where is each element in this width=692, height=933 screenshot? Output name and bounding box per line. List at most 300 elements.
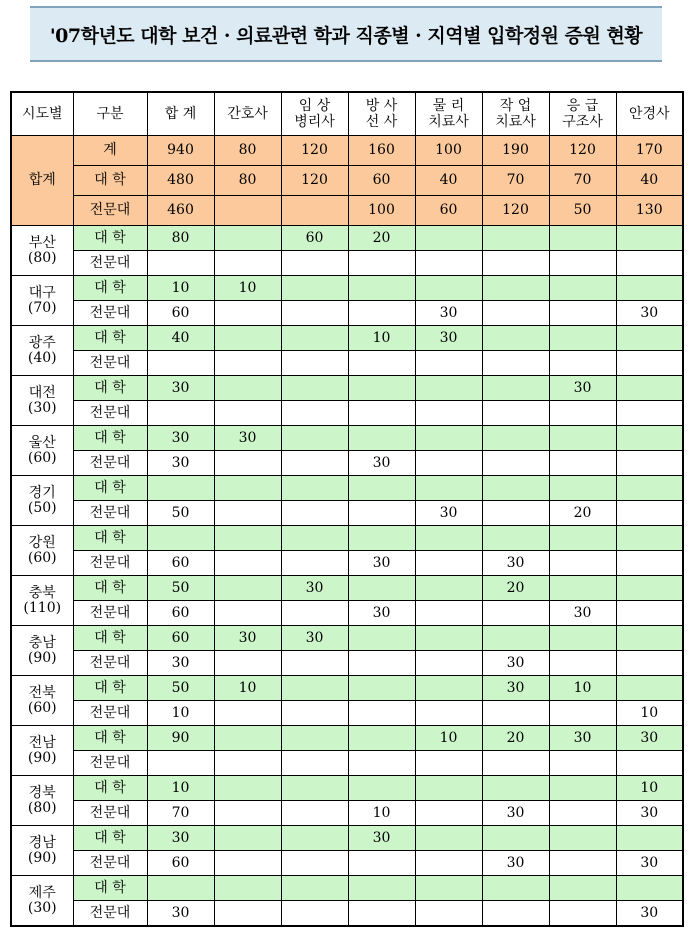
value-cell: 50	[147, 501, 214, 526]
value-cell	[281, 876, 348, 901]
value-cell: 30	[549, 601, 616, 626]
value-cell: 160	[348, 136, 415, 166]
value-cell	[549, 576, 616, 601]
value-cell	[482, 826, 549, 851]
value-cell	[281, 351, 348, 376]
value-cell	[214, 401, 281, 426]
value-cell	[616, 276, 683, 301]
value-cell	[281, 376, 348, 401]
type-cell: 대 학	[73, 526, 147, 551]
total-row	[11, 166, 683, 196]
value-cell	[616, 351, 683, 376]
value-cell: 10	[214, 276, 281, 301]
value-cell	[348, 476, 415, 501]
region-name: 전남	[28, 734, 56, 751]
admission-quota-table	[10, 91, 684, 927]
value-cell	[348, 576, 415, 601]
value-cell	[616, 251, 683, 276]
type-cell: 전문대	[73, 851, 147, 876]
type-cell: 전문대	[73, 651, 147, 676]
value-cell: 30	[214, 426, 281, 451]
value-cell	[214, 601, 281, 626]
value-cell	[415, 626, 482, 651]
value-cell	[616, 626, 683, 651]
value-cell	[214, 726, 281, 751]
type-cell: 전문대	[73, 701, 147, 726]
value-cell	[348, 376, 415, 401]
value-cell: 40	[147, 326, 214, 351]
value-cell: 80	[214, 136, 281, 166]
value-cell	[214, 851, 281, 876]
value-cell	[348, 626, 415, 651]
region-cell	[11, 326, 73, 376]
region-row-college	[11, 651, 683, 676]
value-cell: 10	[549, 676, 616, 701]
value-cell	[214, 501, 281, 526]
value-cell: 70	[482, 166, 549, 196]
page-title: '07학년도 대학 보건 · 의료관련 학과 직종별 · 지역별 입학정원 증원 현황	[49, 24, 643, 47]
region-row-univ	[11, 326, 683, 351]
value-cell: 100	[415, 136, 482, 166]
total-type-cell: 계	[73, 136, 147, 166]
value-cell	[415, 376, 482, 401]
region-row-univ	[11, 426, 683, 451]
type-cell: 대 학	[73, 276, 147, 301]
type-cell: 대 학	[73, 576, 147, 601]
region-row-univ	[11, 776, 683, 801]
value-cell: 60	[147, 626, 214, 651]
value-cell	[281, 851, 348, 876]
value-cell	[549, 526, 616, 551]
value-cell: 40	[415, 166, 482, 196]
value-cell	[214, 226, 281, 251]
value-cell	[147, 876, 214, 901]
value-cell	[147, 351, 214, 376]
value-cell	[549, 826, 616, 851]
region-row-college	[11, 451, 683, 476]
value-cell: 30	[616, 726, 683, 751]
value-cell	[415, 851, 482, 876]
value-cell	[415, 251, 482, 276]
region-name: 제주	[28, 884, 56, 901]
value-cell: 30	[147, 651, 214, 676]
total-row	[11, 196, 683, 226]
value-cell: 80	[214, 166, 281, 196]
value-cell	[482, 426, 549, 451]
region-count: (90)	[27, 749, 57, 766]
value-cell	[482, 226, 549, 251]
value-cell	[482, 901, 549, 927]
value-cell	[348, 651, 415, 676]
value-cell	[549, 801, 616, 826]
value-cell: 20	[348, 226, 415, 251]
header-row	[11, 92, 683, 136]
value-cell	[415, 676, 482, 701]
region-name: 강원	[28, 534, 56, 551]
value-cell	[415, 651, 482, 676]
value-cell	[549, 451, 616, 476]
value-cell: 10	[616, 701, 683, 726]
value-cell	[415, 426, 482, 451]
region-row-college	[11, 551, 683, 576]
region-count: (60)	[27, 449, 57, 466]
value-cell: 120	[482, 196, 549, 226]
value-cell	[214, 326, 281, 351]
value-cell	[415, 826, 482, 851]
value-cell: 100	[348, 196, 415, 226]
value-cell	[482, 351, 549, 376]
value-cell	[214, 776, 281, 801]
value-cell	[281, 776, 348, 801]
region-cell	[11, 276, 73, 326]
region-row-college	[11, 851, 683, 876]
value-cell	[549, 751, 616, 776]
value-cell: 80	[147, 226, 214, 251]
value-cell: 10	[348, 801, 415, 826]
value-cell: 30	[549, 376, 616, 401]
type-cell: 전문대	[73, 901, 147, 927]
value-cell	[482, 501, 549, 526]
value-cell: 30	[415, 301, 482, 326]
region-row-univ	[11, 826, 683, 851]
value-cell	[214, 651, 281, 676]
region-count: (110)	[23, 599, 62, 616]
region-row-univ	[11, 626, 683, 651]
title-banner	[30, 6, 662, 62]
header-col-optician: 안경사	[616, 92, 683, 136]
total-type-cell: 전문대	[73, 196, 147, 226]
value-cell: 30	[616, 851, 683, 876]
value-cell: 10	[348, 326, 415, 351]
value-cell: 10	[147, 701, 214, 726]
value-cell	[482, 601, 549, 626]
region-name: 전북	[28, 684, 56, 701]
value-cell	[616, 326, 683, 351]
value-cell: 60	[415, 196, 482, 226]
region-row-college	[11, 801, 683, 826]
region-row-college	[11, 501, 683, 526]
value-cell	[549, 551, 616, 576]
value-cell	[348, 851, 415, 876]
value-cell	[348, 876, 415, 901]
type-cell: 전문대	[73, 451, 147, 476]
value-cell	[616, 876, 683, 901]
value-cell	[348, 676, 415, 701]
value-cell	[616, 226, 683, 251]
value-cell: 30	[616, 901, 683, 927]
type-cell: 대 학	[73, 626, 147, 651]
value-cell	[281, 601, 348, 626]
value-cell	[348, 726, 415, 751]
value-cell: 70	[549, 166, 616, 196]
region-name: 경기	[28, 484, 56, 501]
type-cell: 전문대	[73, 401, 147, 426]
value-cell: 60	[348, 166, 415, 196]
value-cell	[616, 526, 683, 551]
region-name: 울산	[28, 434, 56, 451]
value-cell	[281, 676, 348, 701]
value-cell	[616, 451, 683, 476]
region-count: (60)	[27, 699, 57, 716]
value-cell	[214, 476, 281, 501]
value-cell	[348, 526, 415, 551]
value-cell: 30	[281, 626, 348, 651]
value-cell: 30	[415, 501, 482, 526]
region-name: 경남	[28, 834, 56, 851]
region-count: (40)	[27, 349, 57, 366]
value-cell	[281, 276, 348, 301]
value-cell	[281, 526, 348, 551]
value-cell	[616, 676, 683, 701]
type-cell: 전문대	[73, 351, 147, 376]
region-row-college	[11, 401, 683, 426]
value-cell: 60	[281, 226, 348, 251]
value-cell	[281, 251, 348, 276]
value-cell	[214, 801, 281, 826]
type-cell: 전문대	[73, 601, 147, 626]
value-cell	[214, 751, 281, 776]
value-cell: 30	[616, 801, 683, 826]
value-cell	[482, 526, 549, 551]
value-cell	[214, 826, 281, 851]
value-cell	[482, 301, 549, 326]
region-row-univ	[11, 876, 683, 901]
value-cell	[348, 701, 415, 726]
value-cell	[281, 451, 348, 476]
value-cell	[415, 701, 482, 726]
value-cell: 90	[147, 726, 214, 751]
value-cell: 480	[147, 166, 214, 196]
type-cell: 전문대	[73, 551, 147, 576]
value-cell: 60	[147, 551, 214, 576]
value-cell: 30	[348, 451, 415, 476]
value-cell	[214, 351, 281, 376]
value-cell	[214, 251, 281, 276]
value-cell	[549, 301, 616, 326]
header-col-emergency-rescuer: 응 급 구조사	[549, 92, 616, 136]
region-cell	[11, 626, 73, 676]
value-cell	[281, 401, 348, 426]
value-cell: 10	[147, 776, 214, 801]
type-cell: 전문대	[73, 301, 147, 326]
region-row-college	[11, 601, 683, 626]
value-cell	[281, 901, 348, 927]
value-cell	[281, 726, 348, 751]
region-row-college	[11, 251, 683, 276]
value-cell	[616, 476, 683, 501]
region-row-univ	[11, 676, 683, 701]
value-cell: 30	[616, 301, 683, 326]
region-name: 경북	[28, 784, 56, 801]
region-row-univ	[11, 276, 683, 301]
value-cell: 30	[482, 651, 549, 676]
value-cell: 60	[147, 601, 214, 626]
value-cell	[147, 751, 214, 776]
value-cell	[214, 701, 281, 726]
value-cell	[348, 751, 415, 776]
value-cell	[214, 451, 281, 476]
value-cell: 10	[147, 276, 214, 301]
value-cell: 30	[281, 576, 348, 601]
value-cell	[482, 626, 549, 651]
value-cell: 30	[348, 601, 415, 626]
value-cell	[482, 401, 549, 426]
region-name: 대구	[28, 284, 56, 301]
value-cell	[549, 626, 616, 651]
value-cell	[214, 551, 281, 576]
region-name: 부산	[28, 234, 56, 251]
value-cell: 460	[147, 196, 214, 226]
value-cell	[348, 501, 415, 526]
region-row-univ	[11, 476, 683, 501]
region-row-univ	[11, 376, 683, 401]
value-cell: 50	[549, 196, 616, 226]
header-col-clinical-pathologist: 임 상 병리사	[281, 92, 348, 136]
value-cell	[281, 701, 348, 726]
value-cell: 120	[281, 166, 348, 196]
value-cell: 30	[348, 551, 415, 576]
value-cell	[214, 576, 281, 601]
value-cell	[415, 751, 482, 776]
value-cell	[147, 401, 214, 426]
region-cell	[11, 676, 73, 726]
type-cell: 전문대	[73, 251, 147, 276]
header-type: 구분	[73, 92, 147, 136]
value-cell	[415, 551, 482, 576]
region-row-college	[11, 701, 683, 726]
type-cell: 대 학	[73, 326, 147, 351]
type-cell: 전문대	[73, 501, 147, 526]
region-name: 충북	[28, 584, 56, 601]
value-cell	[549, 326, 616, 351]
value-cell	[549, 276, 616, 301]
value-cell: 190	[482, 136, 549, 166]
value-cell: 30	[482, 851, 549, 876]
total-row	[11, 136, 683, 166]
value-cell	[549, 901, 616, 927]
header-col-nurse: 간호사	[214, 92, 281, 136]
value-cell	[482, 376, 549, 401]
value-cell: 30	[482, 551, 549, 576]
header-col-radiologist: 방 사 선 사	[348, 92, 415, 136]
type-cell: 대 학	[73, 426, 147, 451]
value-cell: 30	[348, 826, 415, 851]
type-cell: 전문대	[73, 801, 147, 826]
value-cell	[415, 901, 482, 927]
region-row-college	[11, 301, 683, 326]
region-row-univ	[11, 526, 683, 551]
value-cell	[549, 251, 616, 276]
value-cell	[415, 476, 482, 501]
value-cell	[549, 651, 616, 676]
value-cell: 120	[549, 136, 616, 166]
value-cell: 30	[482, 676, 549, 701]
value-cell	[616, 601, 683, 626]
type-cell: 대 학	[73, 676, 147, 701]
type-cell: 대 학	[73, 476, 147, 501]
value-cell	[616, 401, 683, 426]
region-cell	[11, 426, 73, 476]
region-name: 충남	[28, 634, 56, 651]
value-cell	[482, 751, 549, 776]
region-name: 대전	[28, 384, 56, 401]
value-cell	[147, 526, 214, 551]
value-cell	[415, 601, 482, 626]
value-cell	[281, 501, 348, 526]
value-cell	[281, 826, 348, 851]
value-cell: 10	[415, 726, 482, 751]
value-cell	[415, 451, 482, 476]
value-cell: 20	[482, 726, 549, 751]
value-cell	[214, 901, 281, 927]
value-cell	[549, 701, 616, 726]
region-cell	[11, 526, 73, 576]
value-cell	[147, 251, 214, 276]
value-cell: 60	[147, 851, 214, 876]
region-count: (50)	[27, 499, 57, 516]
region-cell	[11, 376, 73, 426]
value-cell	[214, 526, 281, 551]
value-cell	[214, 376, 281, 401]
value-cell	[415, 351, 482, 376]
value-cell	[281, 801, 348, 826]
header-region: 시도별	[11, 92, 73, 136]
value-cell	[616, 551, 683, 576]
region-row-college	[11, 751, 683, 776]
value-cell	[281, 551, 348, 576]
value-cell	[482, 326, 549, 351]
value-cell	[549, 476, 616, 501]
type-cell: 대 학	[73, 776, 147, 801]
value-cell	[482, 276, 549, 301]
type-cell: 대 학	[73, 876, 147, 901]
type-cell: 대 학	[73, 376, 147, 401]
value-cell	[616, 501, 683, 526]
value-cell: 120	[281, 136, 348, 166]
value-cell	[214, 876, 281, 901]
total-type-cell: 대 학	[73, 166, 147, 196]
value-cell: 30	[147, 901, 214, 927]
value-cell	[348, 901, 415, 927]
value-cell	[415, 276, 482, 301]
total-label: 합계	[11, 136, 73, 226]
value-cell	[214, 196, 281, 226]
type-cell: 전문대	[73, 751, 147, 776]
header-col-physical-therapist: 물 리 치료사	[415, 92, 482, 136]
value-cell: 50	[147, 576, 214, 601]
region-row-univ	[11, 576, 683, 601]
value-cell	[616, 426, 683, 451]
value-cell	[415, 801, 482, 826]
value-cell: 30	[214, 626, 281, 651]
value-cell	[415, 576, 482, 601]
value-cell: 130	[616, 196, 683, 226]
value-cell	[281, 751, 348, 776]
value-cell	[482, 876, 549, 901]
value-cell: 10	[616, 776, 683, 801]
value-cell	[482, 776, 549, 801]
value-cell	[616, 751, 683, 776]
value-cell	[549, 351, 616, 376]
region-row-college	[11, 901, 683, 927]
value-cell: 30	[147, 376, 214, 401]
value-cell	[549, 851, 616, 876]
value-cell	[482, 701, 549, 726]
region-row-univ	[11, 726, 683, 751]
value-cell	[549, 776, 616, 801]
value-cell	[348, 351, 415, 376]
value-cell: 940	[147, 136, 214, 166]
